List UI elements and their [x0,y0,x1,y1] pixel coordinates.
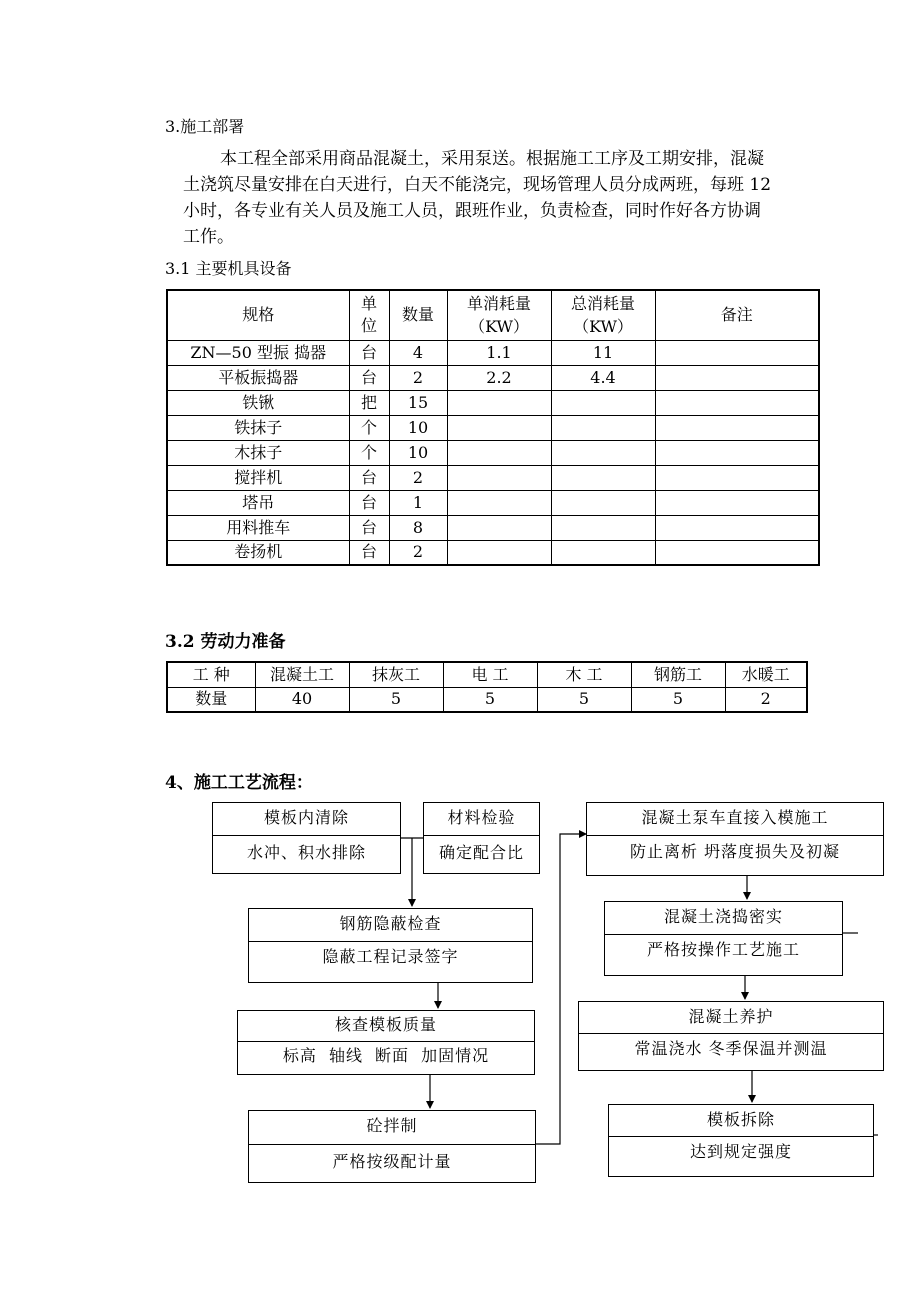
header-cell: 备注 [655,290,819,340]
section-3-1-title: 3.1 主要机具设备 [165,259,292,278]
header-cell: 单位 [349,290,389,340]
table-cell: 1.1 [447,340,551,365]
flow-arrow [536,834,586,1144]
table-cell: 4 [389,340,447,365]
header-cell: 单消耗量（KW） [447,290,551,340]
table-cell: 个 [349,440,389,465]
step-concrete-mixing [248,1110,536,1183]
step-title: 模板拆除 [609,1105,873,1137]
step-title: 砼拌制 [249,1111,535,1145]
table-cell: 台 [349,365,389,390]
table-cell: 1 [389,490,447,515]
step-vibrating-compaction [604,901,843,976]
table-cell: 台 [349,540,389,565]
step-formwork-quality [237,1010,535,1075]
table-cell: 把 [349,390,389,415]
table-cell: 15 [389,390,447,415]
table-cell: 铁抹子 [167,415,349,440]
table-cell: 2 [389,540,447,565]
step-detail: 常温浇水 冬季保温并测温 [634,1039,828,1058]
table-cell: 木抹子 [167,440,349,465]
table-cell: 台 [349,340,389,365]
step-concrete-curing [578,1001,884,1071]
table-cell: 数量 [167,687,255,712]
step-clear-formwork [212,802,401,874]
table-cell: 5 [537,687,631,712]
header-cell: 总消耗量（KW） [551,290,655,340]
step-title: 材料检验 [424,803,539,836]
step-detail: 隐蔽工程记录签字 [322,947,459,966]
step-detail: 严格按级配计量 [332,1152,452,1171]
table-cell: 台 [349,515,389,540]
step-title: 混凝土养护 [579,1002,883,1034]
table-cell: 5 [349,687,443,712]
section-4-title: 4、施工工艺流程： [165,773,313,793]
table-cell: 工 种 [167,662,255,687]
header-cell: 规格 [167,290,349,340]
table-cell: 40 [255,687,349,712]
table-cell: 搅拌机 [167,465,349,490]
table-cell: 4.4 [551,365,655,390]
table-cell: 台 [349,465,389,490]
table-cell: 10 [389,415,447,440]
table-cell: 用料推车 [167,515,349,540]
table-cell: 混凝土工 [255,662,349,687]
table-cell: 11 [551,340,655,365]
step-title: 核查模板质量 [238,1011,534,1042]
step-detail: 达到规定强度 [689,1142,792,1161]
section-3-title: 3.施工部署 [165,117,245,136]
table-cell: 电 工 [443,662,537,687]
paragraph-line: 小时，各专业有关人员及施工人员，跟班作业，负责检查，同时作好各方协调 [183,201,761,221]
table-cell: 5 [631,687,725,712]
step-pump-pouring [586,802,884,876]
step-detail: 确定配合比 [438,843,524,862]
table-cell: 10 [389,440,447,465]
paragraph-line: 土浇筑尽量安排在白天进行，白天不能浇完，现场管理人员分成两班，每班 12 [183,175,772,195]
step-detail: 防止离析 坍落度损失及初凝 [629,842,841,861]
step-detail: 标高 轴线 断面 加固情况 [282,1046,490,1065]
table-cell: 台 [349,490,389,515]
step-title: 混凝土泵车直接入模施工 [587,803,883,836]
table-cell: 木 工 [537,662,631,687]
table-cell: 5 [443,687,537,712]
paragraph-line: 工作。 [183,227,234,247]
table-cell: 2.2 [447,365,551,390]
step-title: 模板内清除 [213,803,400,836]
step-title: 钢筋隐蔽检查 [249,909,532,942]
table-cell: 卷扬机 [167,540,349,565]
table-cell: 钢筋工 [631,662,725,687]
table-cell: ZN—50 型振 捣器 [167,340,349,365]
table-cell: 2 [389,365,447,390]
table-cell: 8 [389,515,447,540]
step-detail: 水冲、积水排除 [246,843,366,862]
table-cell: 铁锹 [167,390,349,415]
table-cell: 抹灰工 [349,662,443,687]
paragraph-line: 本工程全部采用商品混凝土，采用泵送。根据施工工序及工期安排，混凝 [220,149,764,169]
step-rebar-inspection [248,908,533,983]
step-detail: 严格按操作工艺施工 [646,940,800,959]
step-formwork-removal [608,1104,874,1177]
section-3-2-title: 3.2 劳动力准备 [165,632,286,652]
table-cell: 2 [725,687,807,712]
step-title: 混凝土浇捣密实 [605,902,842,935]
table-cell: 平板振捣器 [167,365,349,390]
header-cell: 数量 [389,290,447,340]
step-material-inspection [423,802,540,874]
table-cell: 个 [349,415,389,440]
table-cell: 2 [389,465,447,490]
table-cell: 塔吊 [167,490,349,515]
table-cell: 水暖工 [725,662,807,687]
